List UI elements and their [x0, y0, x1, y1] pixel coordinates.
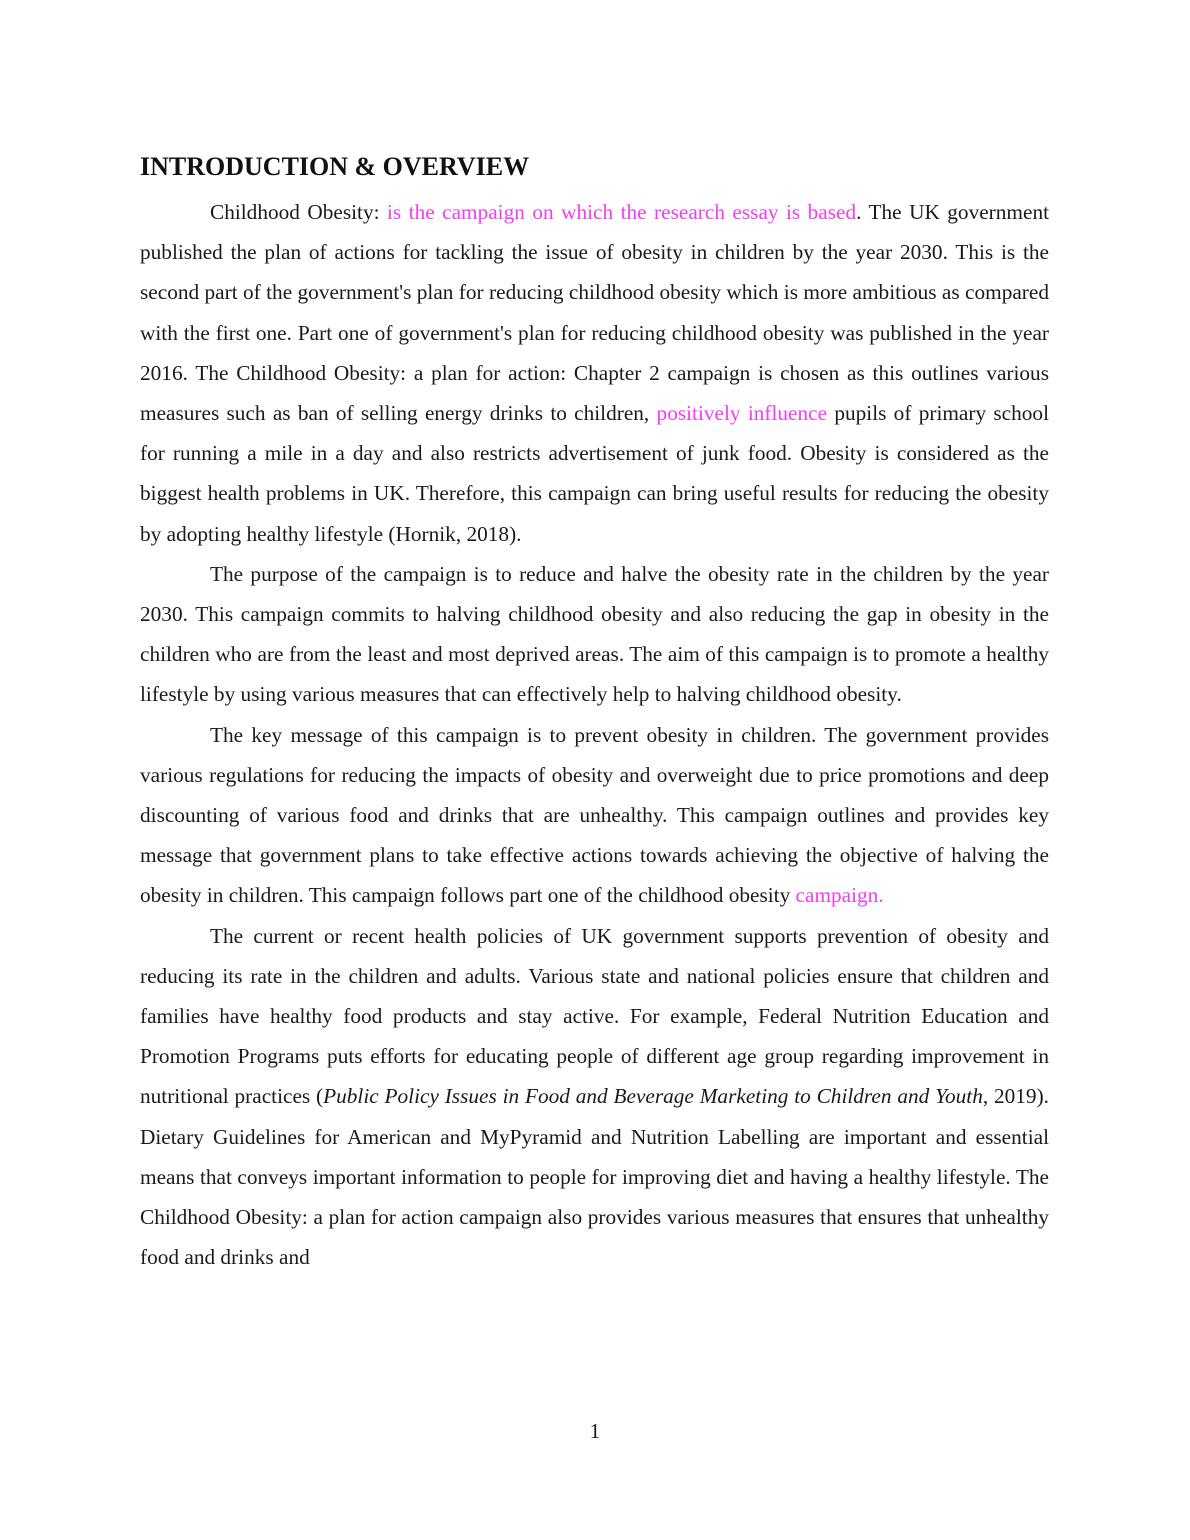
text-run: The current or recent health policies of UK government supports prevention of obesity and reducing its rate in the children and adults. Various state and national policies ensure that children and families have healthy food products and stay active. For example, Federal Nutrition Education and Promotion Programs puts efforts for educating people of different age group regarding improvement in nutritional practices ( — [140, 923, 1049, 1109]
highlighted-text: campaign. — [795, 883, 884, 908]
text-run: pupils of primary school for running a mile in a day and also restricts advertisement of junk food. Obesity is considered as the biggest health problems in UK. Therefore, this campaign can bring useful results for reducing the obesity by adopting healthy lifestyle (Hornik, 2018). — [140, 401, 1049, 546]
document-page — [140, 148, 1049, 1277]
highlighted-text: positively influence — [656, 401, 828, 426]
paragraph-campaign-purpose: The purpose of the campaign is to reduce and halve the obesity rate in the children by the year 2030. This campaign commits to halving childhood obesity and also reducing the gap in obesity in the children who are from the least and most deprived areas. The aim of this campaign is to promote a healthy lifestyle by using various measures that can effectively help to halving childhood obesity. — [140, 561, 1049, 707]
paragraph-campaign-intro — [140, 192, 1049, 554]
paragraph-health-policies — [140, 916, 1049, 1278]
text-run: The key message of this campaign is to prevent obesity in children. The government provides various regulations for reducing the impacts of obesity and overweight due to price promotions and deep discounting of various food and drinks that are unhealthy. This campaign outlines and provides key message that government plans to take effective actions towards achieving the objective of halving the obesity in children. This campaign follows part one of the childhood obesity — [140, 722, 1049, 908]
highlighted-text: is the campaign on which the research essay is based — [387, 200, 857, 224]
citation-title: Public Policy Issues in Food and Beverage Marketing to Children and Youth — [323, 1084, 983, 1109]
text-run: , 2019). Dietary Guidelines for American and MyPyramid and Nutrition Labelling are important and essential means that conveys important information to people for improving diet and having a healthy lifestyle. The Childhood Obesity: a plan for action campaign also provides various measures that ensures that unhealthy food and drinks and — [140, 1084, 1049, 1270]
paragraph-key-message — [140, 715, 1049, 916]
text-run: Childhood Obesity: — [210, 200, 387, 224]
text-run: . The UK government published the plan of actions for tackling the issue of obesity in children by the year 2030. This is the second part of the government's plan for reducing childhood obesity which is more ambitious as compared with the first one. Part one of government's plan for reducing childhood obesity was published in the year 2016. The Childhood Obesity: a plan for action: Chapter 2 campaign is chosen as this outlines various measures such as ban of selling energy drinks to children, — [140, 200, 1050, 426]
page-number: 1 — [589, 1419, 601, 1443]
section-heading: INTRODUCTION & OVERVIEW — [140, 152, 530, 181]
